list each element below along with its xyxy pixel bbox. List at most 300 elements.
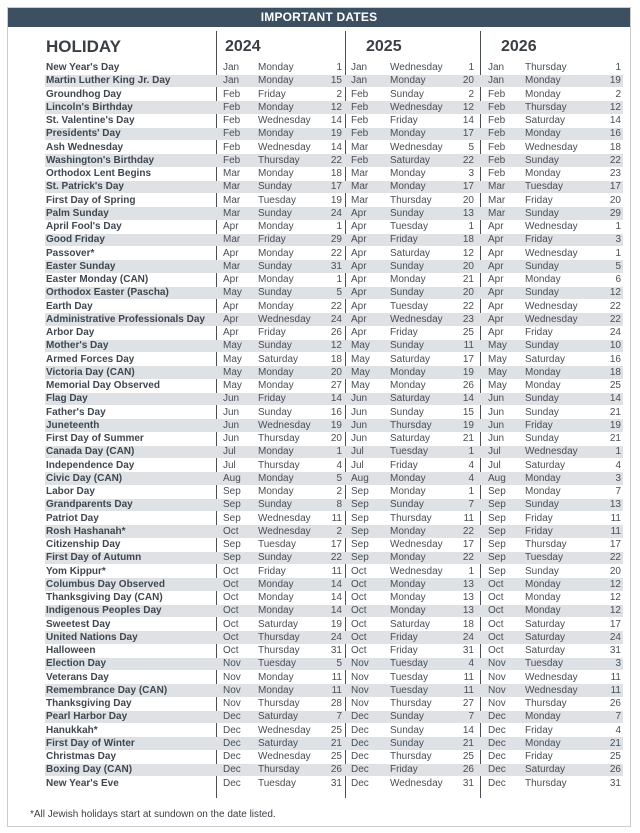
date-month-2024: May [223, 380, 242, 391]
holiday-row [45, 777, 623, 790]
date-day-2026: 17 [609, 539, 621, 550]
holiday-name: Veterans Day [46, 671, 109, 683]
date-weekday-2026: Monday [525, 472, 561, 484]
date-weekday-2024: Monday [258, 671, 294, 683]
date-month-2025: Apr [351, 313, 367, 325]
date-month-2026: Mar [488, 181, 506, 193]
date-month-2025: May [351, 366, 370, 378]
date-day-2024: 17 [330, 181, 342, 193]
date-month-2025: Feb [351, 101, 369, 113]
date-weekday-2026: Monday [525, 366, 561, 378]
footnote: *All Jewish holidays start at sundown on the date listed. [30, 809, 276, 820]
holiday-name: Earth Day [46, 300, 93, 312]
holiday-name: St. Patrick's Day [46, 181, 124, 193]
holiday-name: Easter Sunday [46, 260, 116, 272]
date-day-2024: 2 [336, 486, 342, 497]
date-weekday-2025: Wednesday [390, 539, 443, 550]
date-day-2024: 31 [330, 260, 342, 272]
date-weekday-2026: Wednesday [525, 671, 578, 683]
holiday-name: Orthodox Lent Begins [46, 168, 151, 179]
date-weekday-2026: Wednesday [525, 446, 578, 458]
holiday-row [45, 127, 623, 140]
date-month-2024: Dec [223, 777, 241, 789]
holiday-row [45, 300, 623, 313]
date-day-2026: 17 [609, 618, 621, 630]
date-month-2025: Jun [351, 433, 368, 444]
date-month-2025: Sep [351, 499, 369, 511]
date-day-2024: 24 [330, 207, 342, 219]
date-month-2024: Jun [223, 419, 240, 431]
date-weekday-2025: Sunday [390, 287, 424, 299]
date-month-2024: Mar [223, 168, 241, 179]
date-day-2024: 1 [336, 62, 342, 73]
date-month-2025: Dec [351, 737, 369, 749]
date-month-2026: Oct [488, 578, 504, 590]
date-day-2024: 31 [330, 777, 342, 789]
date-day-2026: 29 [609, 207, 621, 219]
date-day-2025: 11 [463, 671, 474, 683]
date-month-2024: Oct [223, 618, 239, 630]
date-month-2026: Apr [488, 221, 504, 232]
date-month-2025: Sep [351, 552, 369, 564]
date-day-2026: 21 [609, 406, 621, 418]
date-weekday-2026: Saturday [525, 631, 566, 643]
date-day-2026: 7 [615, 711, 621, 723]
holiday-name: Citizenship Day [46, 539, 121, 550]
date-day-2025: 21 [462, 737, 474, 749]
date-month-2025: Jul [351, 446, 364, 458]
date-month-2026: Feb [488, 88, 506, 100]
date-weekday-2025: Saturday [390, 154, 431, 166]
date-weekday-2026: Friday [525, 751, 553, 762]
date-day-2025: 1 [468, 446, 474, 458]
date-weekday-2026: Tuesday [525, 658, 563, 670]
date-weekday-2026: Sunday [525, 207, 559, 219]
date-day-2026: 18 [609, 141, 621, 153]
date-month-2025: Dec [351, 751, 369, 762]
date-weekday-2026: Sunday [525, 406, 559, 418]
holiday-row [45, 419, 623, 432]
date-month-2024: Oct [223, 605, 239, 617]
date-day-2024: 11 [331, 565, 342, 577]
date-weekday-2024: Saturday [258, 737, 299, 749]
date-month-2025: Mar [351, 168, 369, 179]
date-month-2025: Feb [351, 154, 369, 166]
date-month-2025: Nov [351, 698, 369, 709]
date-month-2024: Mar [223, 194, 241, 206]
date-day-2024: 2 [336, 88, 342, 100]
date-weekday-2025: Wednesday [390, 313, 443, 325]
date-month-2026: Sep [488, 525, 506, 537]
date-month-2025: Nov [351, 671, 369, 683]
holiday-row [45, 551, 623, 564]
date-weekday-2026: Tuesday [525, 181, 563, 193]
date-weekday-2026: Saturday [525, 115, 566, 126]
date-day-2025: 23 [462, 313, 474, 325]
holiday-row [45, 61, 623, 74]
date-day-2024: 15 [330, 75, 342, 87]
date-month-2024: Apr [223, 274, 239, 285]
date-month-2026: Apr [488, 274, 504, 285]
date-day-2024: 5 [336, 472, 342, 484]
holiday-name: Pearl Harbor Day [46, 711, 128, 723]
date-day-2026: 25 [609, 751, 621, 762]
date-day-2025: 4 [468, 459, 474, 471]
date-month-2024: Jan [223, 75, 240, 87]
date-month-2026: Sep [488, 565, 506, 577]
date-month-2025: Jan [351, 75, 368, 87]
date-day-2026: 12 [609, 592, 621, 603]
date-weekday-2024: Wednesday [258, 724, 311, 736]
date-weekday-2024: Monday [258, 300, 294, 312]
date-month-2025: Jul [351, 459, 364, 471]
holiday-name: Lincoln's Birthday [46, 101, 133, 113]
date-month-2026: Dec [488, 751, 506, 762]
holiday-name: First Day of Summer [46, 433, 144, 444]
holiday-row [45, 74, 623, 87]
date-month-2024: Sep [223, 486, 241, 497]
holiday-name: United Nations Day [46, 631, 138, 643]
date-day-2025: 2 [468, 88, 474, 100]
date-weekday-2024: Thursday [258, 698, 300, 709]
holiday-name: Administrative Professionals Day [46, 313, 205, 325]
date-weekday-2025: Wednesday [390, 777, 443, 789]
date-weekday-2026: Monday [525, 380, 561, 391]
date-month-2024: May [223, 287, 242, 299]
holiday-row [45, 498, 623, 511]
date-weekday-2025: Monday [390, 274, 426, 285]
date-day-2026: 17 [609, 181, 621, 193]
date-weekday-2026: Friday [525, 419, 553, 431]
date-month-2026: Nov [488, 684, 506, 696]
date-month-2024: Nov [223, 698, 241, 709]
holiday-row [45, 591, 623, 604]
holiday-row [45, 432, 623, 445]
date-day-2025: 17 [462, 181, 474, 193]
date-weekday-2026: Thursday [525, 62, 567, 73]
date-day-2025: 11 [463, 684, 474, 696]
date-day-2026: 12 [609, 578, 621, 590]
date-day-2024: 25 [330, 751, 342, 762]
date-weekday-2024: Sunday [258, 552, 292, 564]
holiday-name: Patriot Day [46, 512, 99, 524]
date-month-2025: Dec [351, 777, 369, 789]
date-weekday-2026: Friday [525, 512, 553, 524]
date-day-2026: 13 [609, 499, 621, 511]
date-day-2024: 14 [330, 115, 342, 126]
date-weekday-2026: Monday [525, 605, 561, 617]
date-weekday-2025: Monday [390, 578, 426, 590]
date-day-2025: 13 [462, 592, 474, 603]
date-month-2026: Feb [488, 101, 506, 113]
holiday-name: Good Friday [46, 234, 105, 246]
date-day-2026: 3 [615, 234, 621, 246]
holiday-row [45, 260, 623, 273]
date-day-2024: 12 [330, 340, 342, 352]
holiday-name: Passover* [46, 247, 95, 259]
date-month-2026: Feb [488, 154, 506, 166]
date-day-2026: 25 [609, 380, 621, 391]
date-month-2025: Oct [351, 631, 367, 643]
date-day-2026: 24 [609, 631, 621, 643]
date-day-2024: 27 [330, 380, 342, 391]
holiday-row [45, 604, 623, 617]
date-weekday-2025: Sunday [390, 724, 424, 736]
holiday-row [45, 538, 623, 551]
date-weekday-2025: Monday [390, 168, 426, 179]
date-day-2026: 26 [609, 764, 621, 776]
holiday-name: Columbus Day Observed [46, 578, 165, 590]
date-weekday-2026: Wednesday [525, 684, 578, 696]
date-weekday-2024: Tuesday [258, 194, 296, 206]
date-day-2026: 11 [610, 684, 621, 696]
date-month-2024: Oct [223, 565, 239, 577]
date-weekday-2024: Friday [258, 565, 286, 577]
date-day-2024: 25 [330, 724, 342, 736]
date-month-2026: May [488, 340, 507, 352]
date-day-2025: 17 [462, 353, 474, 365]
date-day-2026: 20 [609, 194, 621, 206]
date-day-2026: 12 [609, 287, 621, 299]
date-weekday-2024: Thursday [258, 154, 300, 166]
date-day-2024: 1 [336, 446, 342, 458]
date-month-2025: Dec [351, 711, 369, 723]
date-day-2025: 24 [462, 631, 474, 643]
date-day-2024: 19 [330, 618, 342, 630]
date-weekday-2025: Friday [390, 764, 418, 776]
date-day-2024: 1 [336, 221, 342, 232]
date-weekday-2026: Tuesday [525, 552, 563, 564]
date-month-2025: Nov [351, 658, 369, 670]
date-month-2026: Oct [488, 592, 504, 603]
date-day-2026: 7 [615, 486, 621, 497]
holiday-name: April Fool's Day [46, 221, 122, 232]
date-weekday-2025: Monday [390, 380, 426, 391]
date-month-2026: Aug [488, 472, 506, 484]
date-month-2026: Apr [488, 287, 504, 299]
date-weekday-2026: Saturday [525, 353, 566, 365]
holiday-row [45, 313, 623, 326]
date-day-2026: 14 [609, 393, 621, 405]
date-weekday-2025: Saturday [390, 247, 431, 259]
holiday-row [45, 88, 623, 101]
date-month-2025: May [351, 340, 370, 352]
holiday-row [45, 392, 623, 405]
date-weekday-2025: Sunday [390, 711, 424, 723]
date-weekday-2024: Thursday [258, 645, 300, 656]
holiday-row [45, 233, 623, 246]
date-day-2024: 19 [330, 128, 342, 140]
date-month-2024: Dec [223, 751, 241, 762]
date-day-2024: 16 [330, 406, 342, 418]
date-weekday-2024: Monday [258, 221, 294, 232]
date-weekday-2024: Thursday [258, 631, 300, 643]
date-weekday-2025: Saturday [390, 433, 431, 444]
holiday-row [45, 180, 623, 193]
date-day-2025: 20 [462, 194, 474, 206]
date-day-2025: 20 [462, 260, 474, 272]
date-month-2024: Aug [223, 472, 241, 484]
holiday-row [45, 657, 623, 670]
holiday-name: Armed Forces Day [46, 353, 135, 365]
date-day-2026: 3 [615, 658, 621, 670]
holiday-row [45, 207, 623, 220]
holiday-row [45, 631, 623, 644]
date-month-2025: Apr [351, 260, 367, 272]
date-month-2025: Apr [351, 287, 367, 299]
date-month-2024: Dec [223, 737, 241, 749]
date-weekday-2026: Saturday [525, 645, 566, 656]
date-month-2025: Apr [351, 207, 367, 219]
date-day-2025: 18 [462, 618, 474, 630]
date-day-2024: 8 [336, 499, 342, 511]
date-weekday-2026: Monday [525, 578, 561, 590]
date-day-2026: 20 [609, 565, 621, 577]
date-day-2024: 14 [330, 141, 342, 153]
date-month-2026: Feb [488, 141, 506, 153]
date-weekday-2025: Thursday [390, 751, 432, 762]
date-day-2026: 11 [610, 525, 621, 537]
date-day-2025: 22 [462, 300, 474, 312]
date-month-2025: Oct [351, 565, 367, 577]
year-2026-header: 2026 [501, 38, 537, 55]
date-weekday-2026: Sunday [525, 433, 559, 444]
date-weekday-2025: Thursday [390, 698, 432, 709]
date-weekday-2024: Sunday [258, 260, 292, 272]
date-day-2025: 26 [462, 380, 474, 391]
date-weekday-2024: Sunday [258, 181, 292, 193]
date-weekday-2026: Monday [525, 168, 561, 179]
holiday-name: Remembrance Day (CAN) [46, 684, 168, 696]
date-month-2024: Jun [223, 406, 240, 418]
date-weekday-2026: Sunday [525, 287, 559, 299]
date-day-2025: 1 [468, 486, 474, 497]
year-2025-header: 2025 [366, 38, 402, 55]
holiday-row [45, 366, 623, 379]
date-day-2025: 20 [462, 287, 474, 299]
holiday-rows [45, 61, 623, 790]
date-weekday-2025: Saturday [390, 393, 431, 405]
date-weekday-2026: Friday [525, 525, 553, 537]
date-weekday-2025: Tuesday [390, 671, 428, 683]
date-day-2024: 24 [330, 313, 342, 325]
date-month-2024: Oct [223, 525, 239, 537]
date-month-2024: Oct [223, 645, 239, 656]
date-weekday-2025: Friday [390, 645, 418, 656]
date-weekday-2025: Monday [390, 128, 426, 140]
holiday-name: First Day of Winter [46, 737, 135, 749]
date-month-2024: Jun [223, 433, 240, 444]
date-weekday-2024: Monday [258, 247, 294, 259]
date-month-2026: Feb [488, 128, 506, 140]
date-day-2025: 14 [462, 115, 474, 126]
date-month-2025: Oct [351, 592, 367, 603]
date-month-2025: Apr [351, 234, 367, 246]
date-weekday-2024: Thursday [258, 459, 300, 471]
holiday-name: Victoria Day (CAN) [46, 366, 135, 378]
holiday-name: Indigenous Peoples Day [46, 605, 162, 617]
date-day-2025: 12 [462, 247, 474, 259]
holiday-row [45, 724, 623, 737]
date-month-2026: Nov [488, 698, 506, 709]
date-weekday-2024: Sunday [258, 406, 292, 418]
holiday-row [45, 141, 623, 154]
date-weekday-2026: Sunday [525, 340, 559, 352]
date-day-2025: 19 [462, 419, 474, 431]
date-day-2024: 11 [331, 684, 342, 696]
date-month-2026: Sep [488, 512, 506, 524]
date-month-2025: Dec [351, 764, 369, 776]
date-day-2026: 22 [609, 300, 621, 312]
date-month-2024: Nov [223, 684, 241, 696]
holiday-name: Canada Day (CAN) [46, 446, 135, 458]
date-weekday-2024: Wednesday [258, 313, 311, 325]
date-day-2025: 15 [462, 406, 474, 418]
date-month-2026: May [488, 380, 507, 391]
date-day-2024: 26 [330, 327, 342, 338]
date-day-2026: 1 [615, 62, 621, 73]
date-weekday-2024: Wednesday [258, 141, 311, 153]
holiday-row [45, 644, 623, 657]
date-day-2025: 13 [462, 605, 474, 617]
date-weekday-2026: Sunday [525, 499, 559, 511]
date-month-2025: Nov [351, 684, 369, 696]
date-weekday-2025: Monday [390, 181, 426, 193]
date-weekday-2025: Monday [390, 605, 426, 617]
date-day-2026: 16 [609, 353, 621, 365]
holiday-name: Independence Day [46, 459, 135, 471]
date-day-2024: 11 [331, 671, 342, 683]
date-month-2024: Nov [223, 658, 241, 670]
date-month-2026: Jun [488, 433, 505, 444]
date-day-2024: 7 [336, 711, 342, 723]
date-day-2025: 25 [462, 751, 474, 762]
date-day-2024: 14 [330, 578, 342, 590]
date-weekday-2025: Sunday [390, 340, 424, 352]
date-weekday-2024: Wednesday [258, 512, 311, 524]
date-month-2024: Feb [223, 141, 241, 153]
date-day-2026: 26 [609, 698, 621, 709]
date-weekday-2025: Friday [390, 459, 418, 471]
date-weekday-2025: Wednesday [390, 565, 443, 577]
holiday-name: New Year's Eve [46, 777, 119, 789]
date-month-2024: Apr [223, 327, 239, 338]
date-day-2024: 12 [330, 101, 342, 113]
holiday-name: Halloween [46, 645, 96, 656]
date-day-2024: 4 [336, 459, 342, 471]
holiday-name: Christmas Day [46, 751, 117, 762]
date-weekday-2026: Wednesday [525, 313, 578, 325]
date-month-2026: Nov [488, 658, 506, 670]
date-month-2026: Mar [488, 194, 506, 206]
date-month-2026: Dec [488, 724, 506, 736]
date-weekday-2025: Monday [390, 75, 426, 87]
holiday-name: Father's Day [46, 406, 106, 418]
date-day-2025: 1 [468, 565, 474, 577]
date-day-2025: 17 [462, 128, 474, 140]
date-day-2026: 24 [609, 327, 621, 338]
date-weekday-2024: Wednesday [258, 115, 311, 126]
date-weekday-2025: Sunday [390, 260, 424, 272]
date-month-2026: May [488, 353, 507, 365]
date-month-2024: Sep [223, 552, 241, 564]
date-month-2024: Mar [223, 207, 241, 219]
holiday-name: Easter Monday (CAN) [46, 274, 149, 285]
date-weekday-2024: Wednesday [258, 525, 311, 537]
date-day-2025: 13 [462, 207, 474, 219]
date-month-2026: Dec [488, 711, 506, 723]
date-month-2025: Sep [351, 486, 369, 497]
